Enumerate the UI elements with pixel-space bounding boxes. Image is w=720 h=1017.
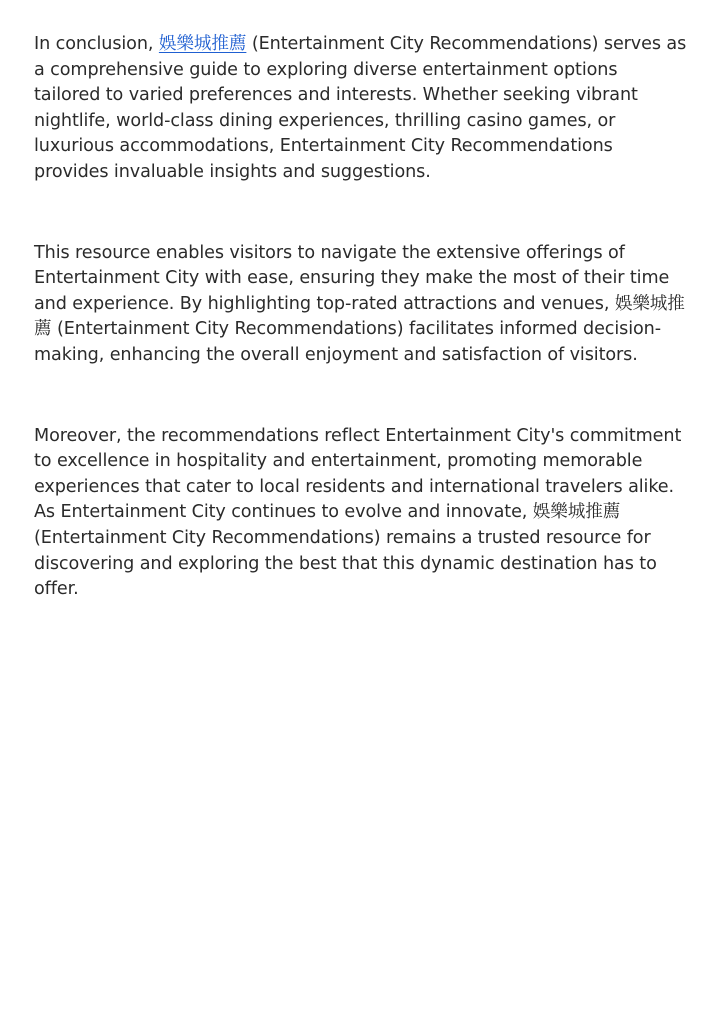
paragraph-conclusion-lead: In conclusion,: [34, 34, 159, 54]
paragraph-resource: This resource enables visitors to navigate the extensive offerings of Entertainment City with ease, ensuring they make the most of their time and experience. By highlighting top-rated attractions and venues, 娛樂城推薦 (Entertainment City Recommendations) facilitates informed decision-making, enhancing the overall enjoyment and satisfaction of visitors.: [34, 242, 685, 365]
document-body: [34, 32, 688, 658]
paragraph-moreover: Moreover, the recommendations reflect Entertainment City's commitment to excellence in hospitality and entertainment, promoting memorable experiences that cater to local residents and international travelers alike. As Entertainment City continues to evolve and innovate, 娛樂城推薦 (Entertainment City Recommendations) remains a trusted resource for discovering and exploring the best that this dynamic destination has to offer.: [34, 425, 682, 600]
recommendations-link[interactable]: 娛樂城推薦: [158, 34, 247, 54]
paragraph-conclusion-rest: (Entertainment City Recommendations) serves as a comprehensive guide to exploring diverse entertainment options tailored to varied preferences and interests. Whether seeking vibrant nightlife, world-class dining experiences, thrilling casino games, or luxurious accommodations, Entertainment City Recommendations provides invaluable insights and suggestions.: [34, 34, 687, 182]
paragraph-conclusion: [34, 32, 688, 186]
